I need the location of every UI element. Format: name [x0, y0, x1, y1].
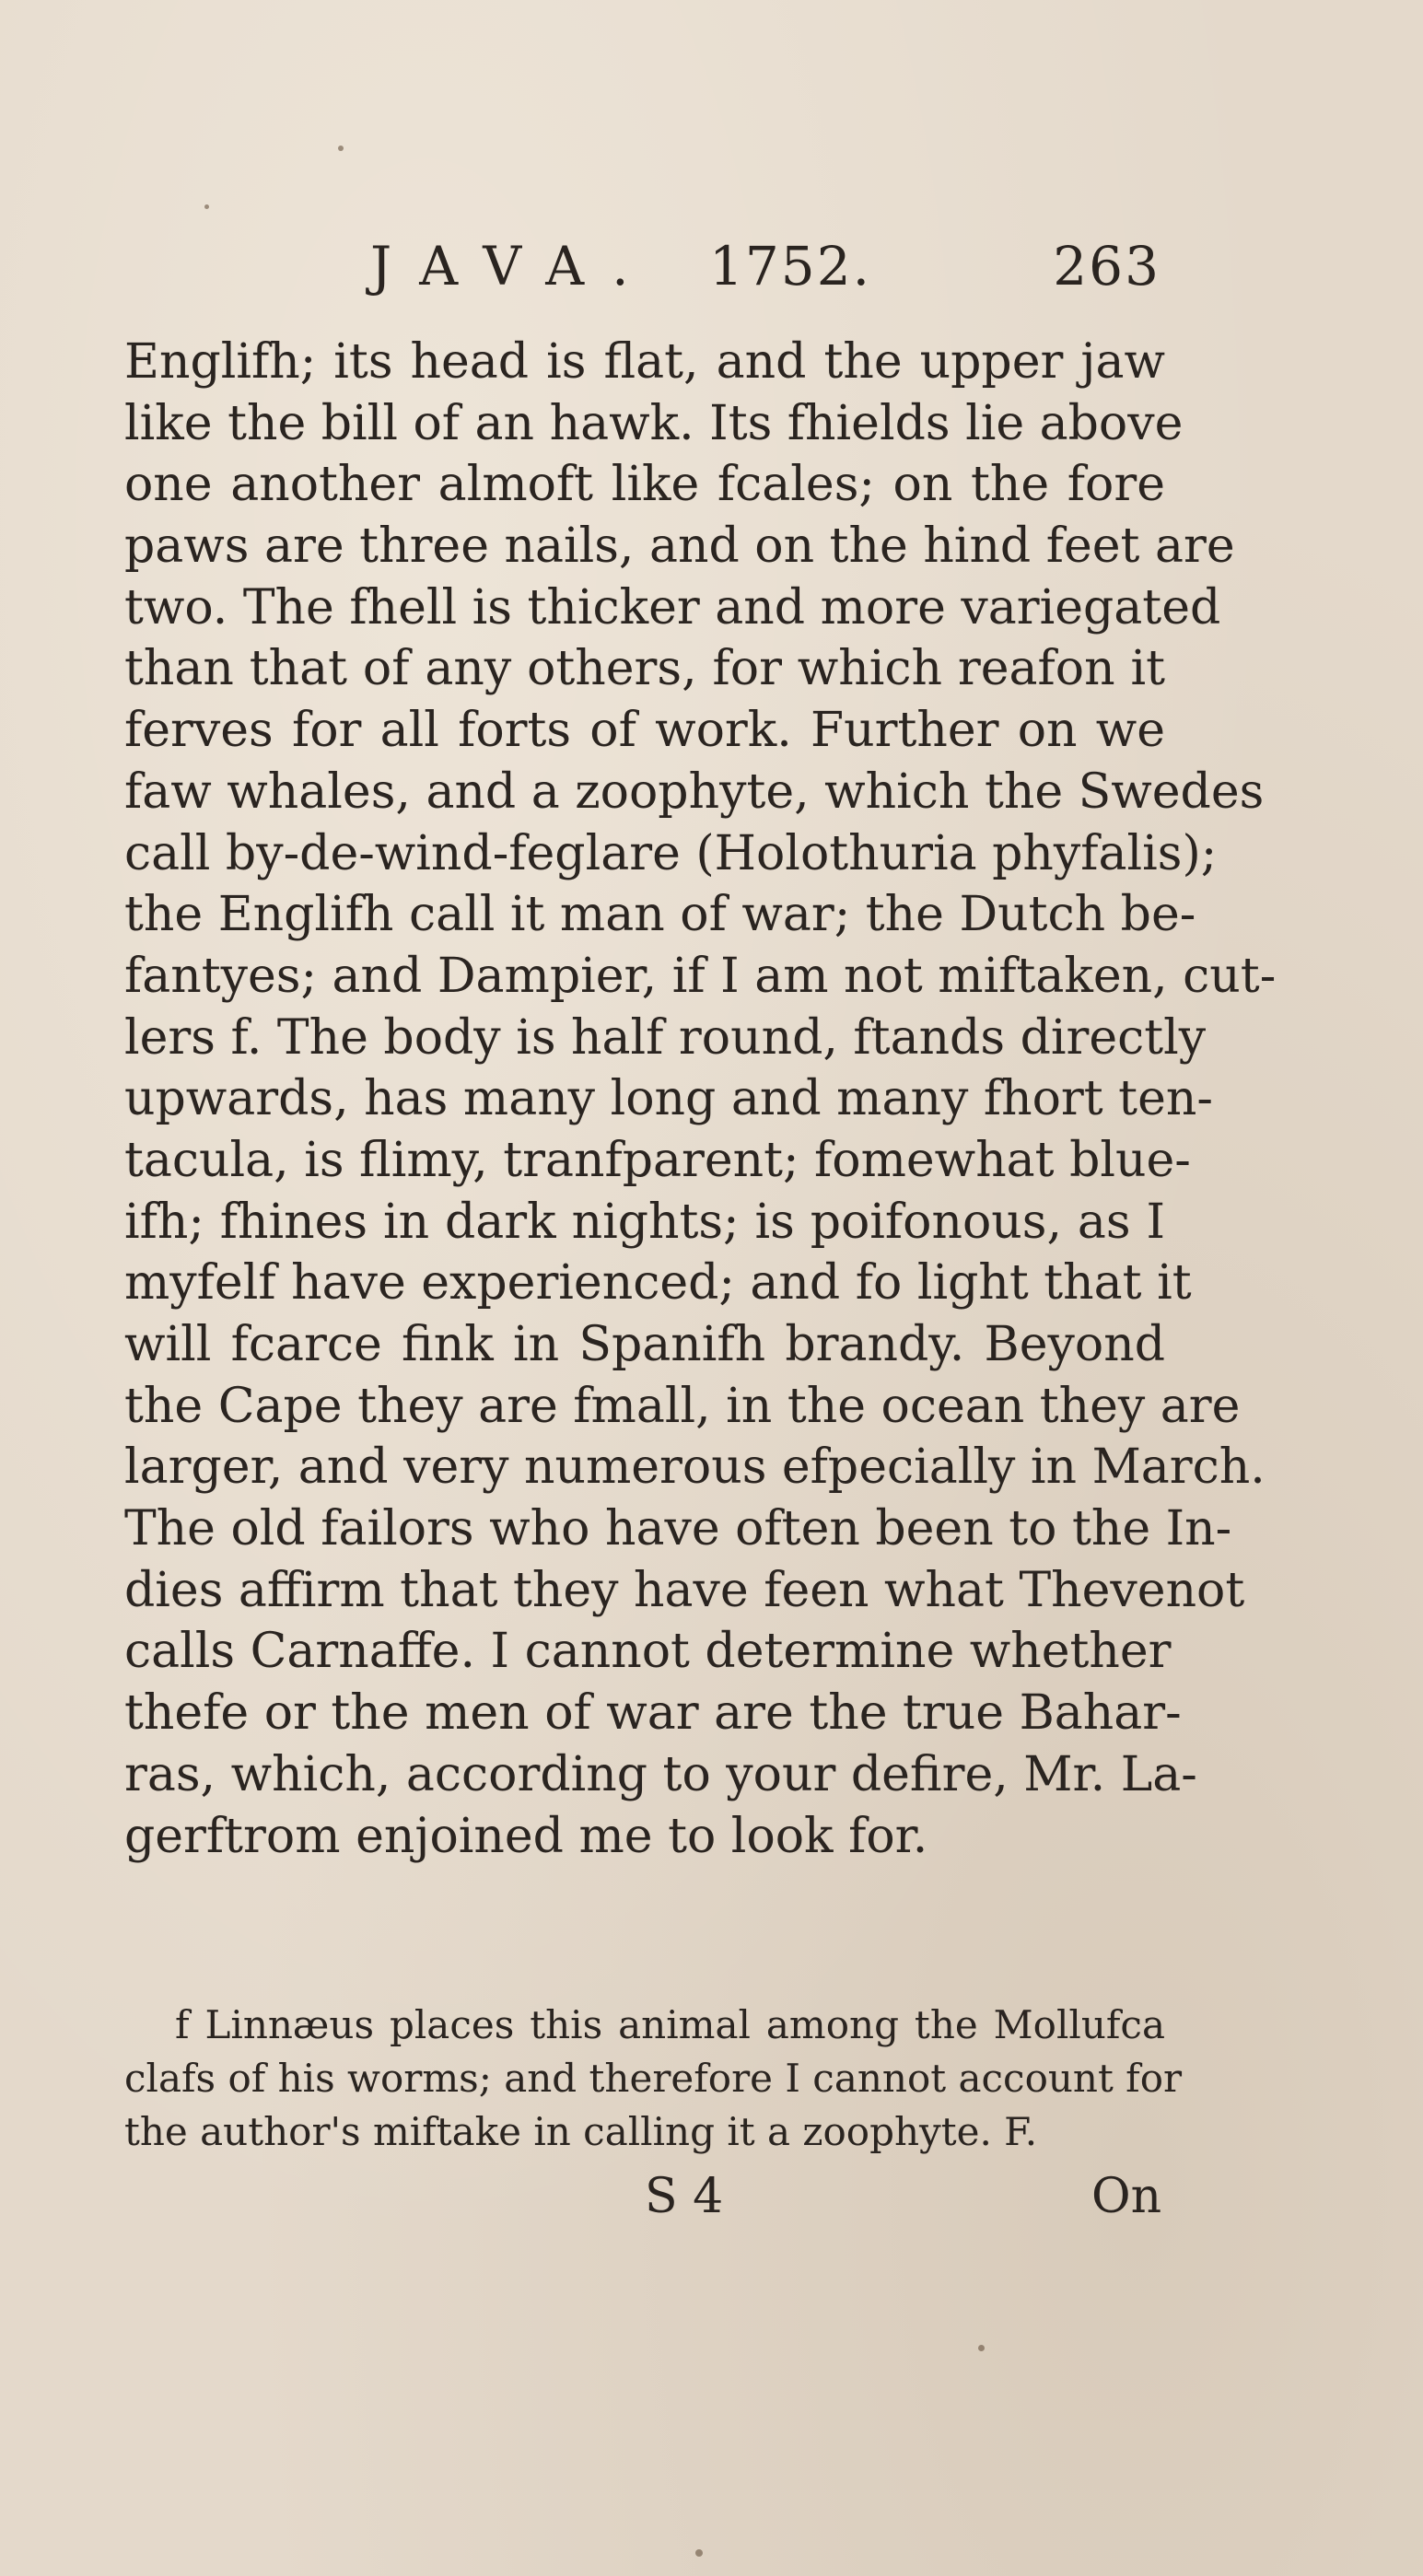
text-line: fantyes; and Dampier, if I am not miftaken, cut- — [124, 948, 1277, 1004]
text-line: paws are three nails, and on the hind feet are — [124, 519, 1235, 575]
signature-mark: S 4 — [645, 2169, 724, 2224]
text-line: ferves for all forts of work. Further on we — [124, 703, 1165, 759]
footnote-line: the author's miftake in calling it a zoophyte. F. — [124, 2109, 1038, 2154]
text-line: myfelf have experienced; and fo light that it — [124, 1255, 1192, 1311]
header-year: 1752. — [709, 235, 872, 297]
running-header — [350, 235, 1161, 309]
running-title: JAVA. — [370, 235, 657, 297]
catchword: On — [1091, 2169, 1162, 2224]
text-line: upwards, has many long and many fhort ten- — [124, 1071, 1213, 1127]
page-number: 263 — [1053, 235, 1161, 297]
text-line: ifh; fhines in dark nights; is poifonous, as I — [124, 1194, 1165, 1250]
text-line: like the bill of an hawk. Its fhields lie above — [124, 395, 1184, 451]
text-line: the Englifh call it man of war; the Dutch be- — [124, 887, 1196, 943]
text-line: call by-de-wind-feglare (Holothuria phyfalis); — [124, 825, 1218, 881]
text-line: the Cape they are fmall, in the ocean they are — [124, 1378, 1241, 1434]
paper-speck — [978, 2345, 985, 2351]
text-line: one another almoft like fcales; on the fore — [124, 457, 1165, 513]
paper-speck — [695, 2549, 703, 2557]
footnote — [124, 1999, 1183, 2159]
paper-speck — [204, 204, 209, 209]
text-line: calls Carnaffe. I cannot determine whether — [124, 1624, 1172, 1680]
text-line: two. The fhell is thicker and more variegated — [124, 579, 1221, 635]
main-text-block — [124, 332, 1277, 1867]
text-line: gerftrom enjoined me to look for. — [124, 1808, 928, 1864]
paper-speck — [338, 146, 344, 151]
text-line: The old failors who have often been to the In- — [124, 1501, 1232, 1557]
text-line: tacula, is flimy, tranfparent; fomewhat blue- — [124, 1132, 1191, 1188]
footnote-line: clafs of his worms; and therefore I cannot account for — [124, 2056, 1183, 2101]
text-line: than that of any others, for which reafon it — [124, 641, 1165, 697]
text-line: will fcarce fink in Spanifh brandy. Beyond — [124, 1317, 1165, 1372]
footnote-line: f Linnæus places this animal among the Mollufca — [175, 2002, 1165, 2047]
text-line: faw whales, and a zoophyte, which the Swedes — [124, 763, 1265, 820]
text-line: Englifh; its head is flat, and the upper jaw — [124, 334, 1165, 390]
text-line: lers f. The body is half round, ftands directly — [124, 1009, 1207, 1066]
text-line: ras, which, according to your defire, Mr. La- — [124, 1746, 1197, 1802]
text-line: dies affirm that they have feen what Thevenot — [124, 1562, 1245, 1618]
text-line: larger, and very numerous efpecially in March. — [124, 1440, 1266, 1496]
text-line: thefe or the men of war are the true Bahar- — [124, 1685, 1182, 1742]
